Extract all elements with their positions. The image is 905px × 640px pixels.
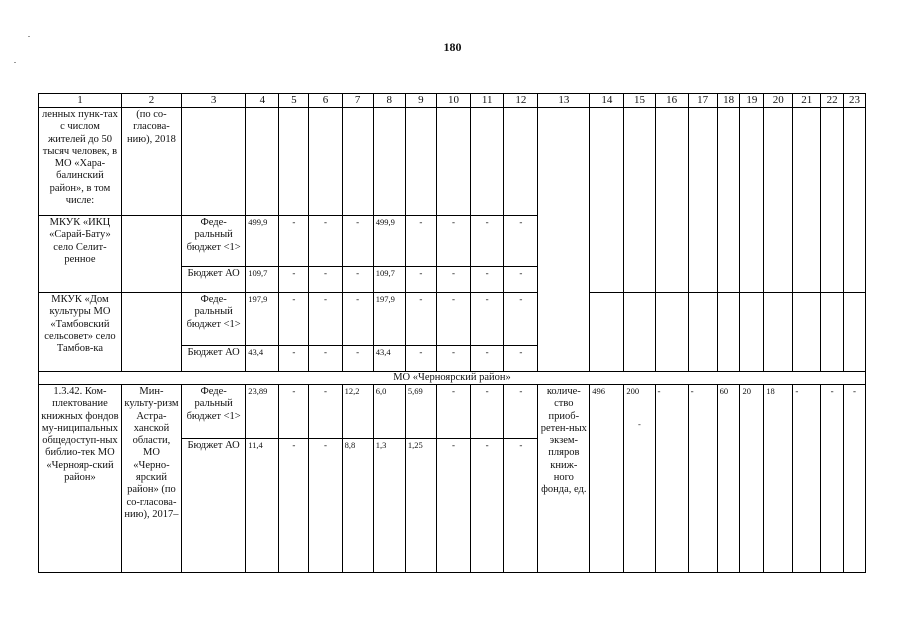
section-row xyxy=(39,372,866,385)
item-description: МКУК «ИКЦ «Сарай-Бату» село Селит-ренное xyxy=(39,216,122,293)
dash-cell: - xyxy=(471,346,504,372)
executor-cell: Мин-культу-ризм Астра-ханской области, МО «Черно-ярский район» (по со-гласова-нию), 2017– xyxy=(121,385,181,573)
dash-cell: - xyxy=(309,267,342,293)
header-row xyxy=(39,94,866,108)
executor-cell: (по со-гласова-нию), 2018 xyxy=(121,108,181,216)
budget-source: Феде-ральный бюджет <1> xyxy=(182,216,246,267)
value-cell: 6,0 xyxy=(373,385,405,439)
value-cell: 12,2 xyxy=(342,385,373,439)
dash-cell: - xyxy=(279,385,309,439)
dash-cell: - xyxy=(342,267,373,293)
dash-cell: - xyxy=(504,293,538,346)
empty-cell xyxy=(121,216,181,293)
value-text: 200 xyxy=(626,386,640,396)
value-cell: 11,4 xyxy=(246,439,279,573)
indicator-cell xyxy=(538,108,590,372)
dash-cell: - xyxy=(471,439,504,573)
header-cell: 10 xyxy=(436,94,470,108)
header-cell: 3 xyxy=(182,94,246,108)
dash-cell: - xyxy=(309,293,342,346)
table-row xyxy=(39,108,866,216)
value-cell: 20 xyxy=(740,385,764,573)
dash-cell: - xyxy=(471,216,504,267)
value-cell: 197,9 xyxy=(373,293,405,346)
header-cell: 7 xyxy=(342,94,373,108)
dash-cell: - xyxy=(844,385,866,573)
dash-cell: - xyxy=(436,216,470,267)
item-description: 1.3.42. Ком-плектование книжных фондов му-ниципальных общедоступ-ных библио-тек МО «Чернояр-ский район» xyxy=(39,385,122,573)
dash-cell: - xyxy=(504,216,538,267)
value-cell: 109,7 xyxy=(373,267,405,293)
dash-cell: - xyxy=(436,346,470,372)
value-cell: 18 xyxy=(764,385,793,573)
dash-cell: - xyxy=(342,216,373,267)
value-cell: 499,9 xyxy=(373,216,405,267)
dash-cell: - xyxy=(309,346,342,372)
indicator-cell: количе-ство приоб-ретен-ных экзем-пляров книж-ного фонда, ед. xyxy=(538,385,590,573)
budget-source: Феде-ральный бюджет <1> xyxy=(182,385,246,439)
value-cell: 43,4 xyxy=(373,346,405,372)
header-cell: 19 xyxy=(740,94,764,108)
scan-speck xyxy=(28,36,30,37)
dash-cell: - xyxy=(688,385,717,573)
header-cell: 13 xyxy=(538,94,590,108)
header-cell: 20 xyxy=(764,94,793,108)
page-number: 180 xyxy=(443,40,462,54)
value-cell: 197,9 xyxy=(246,293,279,346)
budget-table xyxy=(38,93,866,573)
empty-cell xyxy=(121,293,181,372)
dash-cell: - xyxy=(821,385,844,573)
dash-cell: - xyxy=(405,267,436,293)
value-cell: 5,69 xyxy=(405,385,436,439)
header-cell: 9 xyxy=(405,94,436,108)
header-cell: 8 xyxy=(373,94,405,108)
header-cell: 18 xyxy=(717,94,740,108)
item-description: МКУК «Дом культуры МО «Тамбовский сельсовет» село Тамбов-ка xyxy=(39,293,122,372)
dash-cell: - xyxy=(405,346,436,372)
dash-cell: - xyxy=(436,385,470,439)
value-cell xyxy=(624,385,655,573)
budget-source: Бюджет АО xyxy=(182,267,246,293)
header-cell: 6 xyxy=(309,94,342,108)
budget-source: Бюджет АО xyxy=(182,439,246,573)
header-cell: 1 xyxy=(39,94,122,108)
budget-source: Бюджет АО xyxy=(182,346,246,372)
item-description: ленных пунк-тах с числом жителей до 50 тысяч человек, в МО «Хара-балинский район», в том числе: xyxy=(39,108,122,216)
dash-cell: - xyxy=(504,267,538,293)
header-cell: 17 xyxy=(688,94,717,108)
header-cell: 22 xyxy=(821,94,844,108)
dash-cell: - xyxy=(342,346,373,372)
header-cell: 21 xyxy=(793,94,821,108)
value-cell: 1,25 xyxy=(405,439,436,573)
table-row xyxy=(39,293,866,346)
dash-cell: - xyxy=(279,267,309,293)
budget-source: Феде-ральный бюджет <1> xyxy=(182,293,246,346)
dash-cell: - xyxy=(471,293,504,346)
value-cell: 1,3 xyxy=(373,439,405,573)
value-cell: 499,9 xyxy=(246,216,279,267)
dash-cell: - xyxy=(436,267,470,293)
dash-cell: - xyxy=(279,293,309,346)
header-cell: 23 xyxy=(844,94,866,108)
section-title: МО «Черноярский район» xyxy=(39,372,866,385)
dash-cell: - xyxy=(279,216,309,267)
header-cell: 11 xyxy=(471,94,504,108)
dash-cell: - xyxy=(436,293,470,346)
header-cell: 4 xyxy=(246,94,279,108)
dash-cell: - xyxy=(405,293,436,346)
value-cell: 109,7 xyxy=(246,267,279,293)
value-cell: 23,89 xyxy=(246,385,279,439)
dash-cell: - xyxy=(309,385,342,439)
dash-cell: - xyxy=(471,267,504,293)
header-cell: 15 xyxy=(624,94,655,108)
header-cell: 12 xyxy=(504,94,538,108)
header-cell: 5 xyxy=(279,94,309,108)
dash-cell: - xyxy=(279,346,309,372)
table-row xyxy=(39,385,866,439)
header-cell: 14 xyxy=(590,94,624,108)
dash-cell: - xyxy=(655,385,688,573)
dash-cell: - xyxy=(471,385,504,439)
dash-cell: - xyxy=(504,439,538,573)
dash-cell: - xyxy=(504,346,538,372)
value-cell: 43,4 xyxy=(246,346,279,372)
dash-cell: - xyxy=(504,385,538,439)
empty-cell xyxy=(182,108,246,216)
dash-cell: - xyxy=(309,439,342,573)
dash-cell: - xyxy=(436,439,470,573)
dash-cell: - xyxy=(342,293,373,346)
dash-cell: - xyxy=(279,439,309,573)
value-cell: 496 xyxy=(590,385,624,573)
header-cell: 2 xyxy=(121,94,181,108)
value-cell: 8,8 xyxy=(342,439,373,573)
stray-dash: - xyxy=(638,419,641,429)
dash-cell: - xyxy=(405,216,436,267)
dash-cell: - xyxy=(309,216,342,267)
value-cell: 60 xyxy=(717,385,740,573)
header-cell: 16 xyxy=(655,94,688,108)
scan-speck xyxy=(14,62,16,63)
dash-cell: - xyxy=(793,385,821,573)
